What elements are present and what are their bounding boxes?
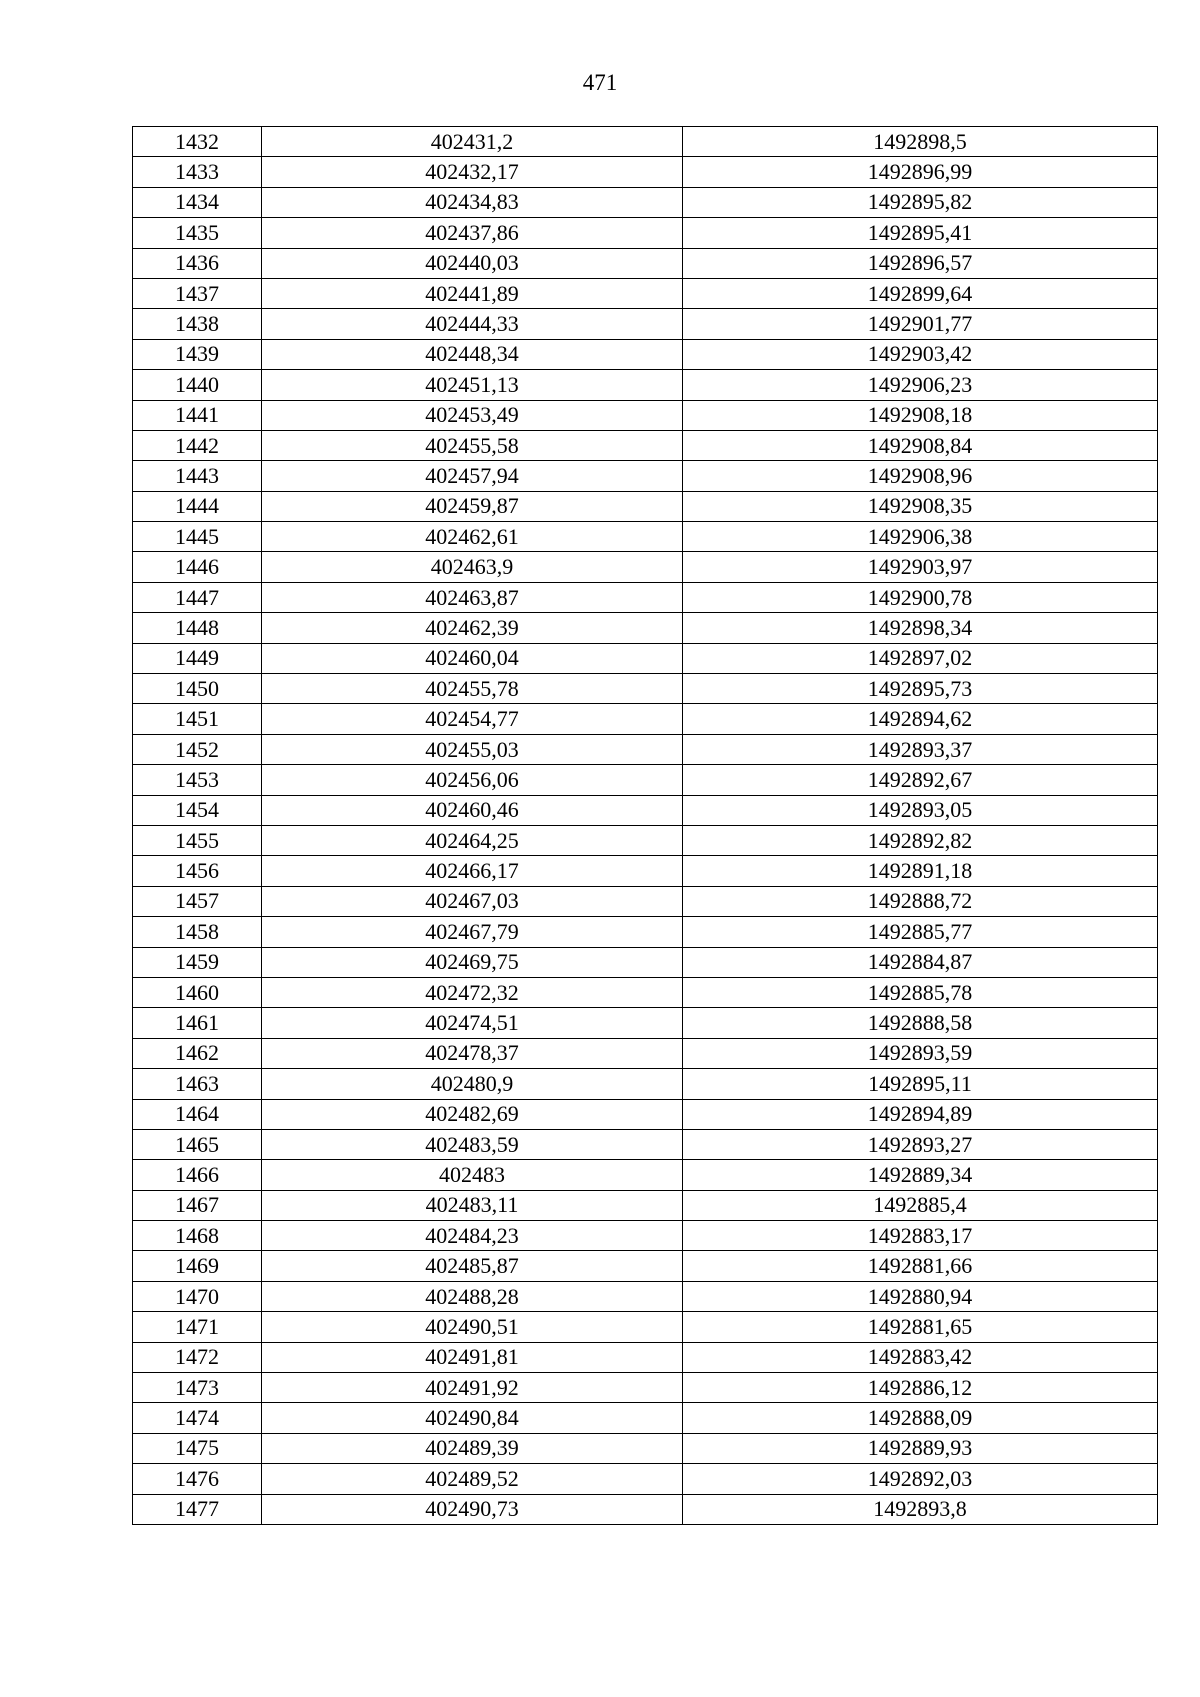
table-row [133,339,1158,369]
y-coordinate-cell: 1492888,72 [683,886,1158,916]
table-row [133,1403,1158,1433]
y-coordinate-cell: 1492897,02 [683,643,1158,673]
y-coordinate-cell: 1492885,78 [683,977,1158,1007]
y-coordinate-cell: 1492908,35 [683,491,1158,521]
x-coordinate-cell: 402467,79 [262,917,683,947]
point-number-cell: 1473 [133,1373,262,1403]
table-row [133,491,1158,521]
point-number-cell: 1437 [133,278,262,308]
point-number-cell: 1455 [133,825,262,855]
point-number-cell: 1445 [133,522,262,552]
table-row [133,157,1158,187]
x-coordinate-cell: 402455,58 [262,430,683,460]
x-coordinate-cell: 402483,11 [262,1190,683,1220]
table-row [133,1099,1158,1129]
point-number-cell: 1474 [133,1403,262,1433]
table-row [133,309,1158,339]
y-coordinate-cell: 1492892,82 [683,825,1158,855]
x-coordinate-cell: 402464,25 [262,825,683,855]
y-coordinate-cell: 1492885,4 [683,1190,1158,1220]
x-coordinate-cell: 402453,49 [262,400,683,430]
y-coordinate-cell: 1492906,38 [683,522,1158,552]
table-row [133,461,1158,491]
table-row [133,674,1158,704]
y-coordinate-cell: 1492895,82 [683,187,1158,217]
y-coordinate-cell: 1492894,62 [683,704,1158,734]
y-coordinate-cell: 1492888,58 [683,1008,1158,1038]
point-number-cell: 1461 [133,1008,262,1038]
x-coordinate-cell: 402463,87 [262,582,683,612]
point-number-cell: 1467 [133,1190,262,1220]
y-coordinate-cell: 1492898,34 [683,613,1158,643]
table-row [133,613,1158,643]
point-number-cell: 1435 [133,218,262,248]
y-coordinate-cell: 1492908,96 [683,461,1158,491]
y-coordinate-cell: 1492883,17 [683,1221,1158,1251]
table-row [133,187,1158,217]
x-coordinate-cell: 402483 [262,1160,683,1190]
table-row [133,825,1158,855]
x-coordinate-cell: 402482,69 [262,1099,683,1129]
y-coordinate-cell: 1492895,41 [683,218,1158,248]
table-row [133,917,1158,947]
y-coordinate-cell: 1492886,12 [683,1373,1158,1403]
point-number-cell: 1457 [133,886,262,916]
table-row [133,127,1158,157]
x-coordinate-cell: 402480,9 [262,1069,683,1099]
x-coordinate-cell: 402462,39 [262,613,683,643]
table-row [133,1069,1158,1099]
y-coordinate-cell: 1492889,34 [683,1160,1158,1190]
x-coordinate-cell: 402455,78 [262,674,683,704]
y-coordinate-cell: 1492893,27 [683,1129,1158,1159]
y-coordinate-cell: 1492896,57 [683,248,1158,278]
point-number-cell: 1462 [133,1038,262,1068]
y-coordinate-cell: 1492893,37 [683,734,1158,764]
table-row [133,582,1158,612]
y-coordinate-cell: 1492903,97 [683,552,1158,582]
table-row [133,977,1158,1007]
x-coordinate-cell: 402440,03 [262,248,683,278]
point-number-cell: 1460 [133,977,262,1007]
x-coordinate-cell: 402448,34 [262,339,683,369]
table-row [133,1494,1158,1524]
y-coordinate-cell: 1492892,67 [683,765,1158,795]
x-coordinate-cell: 402455,03 [262,734,683,764]
x-coordinate-cell: 402490,84 [262,1403,683,1433]
point-number-cell: 1443 [133,461,262,491]
table-row [133,947,1158,977]
point-number-cell: 1439 [133,339,262,369]
coordinates-table-body [133,127,1158,1525]
y-coordinate-cell: 1492893,05 [683,795,1158,825]
y-coordinate-cell: 1492908,84 [683,430,1158,460]
table-row [133,248,1158,278]
x-coordinate-cell: 402466,17 [262,856,683,886]
table-row [133,552,1158,582]
page-number: 471 [582,70,618,95]
x-coordinate-cell: 402454,77 [262,704,683,734]
point-number-cell: 1432 [133,127,262,157]
x-coordinate-cell: 402489,39 [262,1433,683,1463]
x-coordinate-cell: 402469,75 [262,947,683,977]
table-row [133,704,1158,734]
table-row [133,734,1158,764]
point-number-cell: 1465 [133,1129,262,1159]
x-coordinate-cell: 402490,51 [262,1312,683,1342]
point-number-cell: 1470 [133,1281,262,1311]
y-coordinate-cell: 1492901,77 [683,309,1158,339]
x-coordinate-cell: 402474,51 [262,1008,683,1038]
y-coordinate-cell: 1492881,65 [683,1312,1158,1342]
table-row [133,278,1158,308]
point-number-cell: 1441 [133,400,262,430]
point-number-cell: 1433 [133,157,262,187]
x-coordinate-cell: 402491,92 [262,1373,683,1403]
x-coordinate-cell: 402432,17 [262,157,683,187]
x-coordinate-cell: 402441,89 [262,278,683,308]
y-coordinate-cell: 1492898,5 [683,127,1158,157]
x-coordinate-cell: 402485,87 [262,1251,683,1281]
table-row [133,1038,1158,1068]
point-number-cell: 1452 [133,734,262,764]
x-coordinate-cell: 402463,9 [262,552,683,582]
y-coordinate-cell: 1492906,23 [683,370,1158,400]
x-coordinate-cell: 402490,73 [262,1494,683,1524]
point-number-cell: 1447 [133,582,262,612]
table-row [133,1129,1158,1159]
x-coordinate-cell: 402444,33 [262,309,683,339]
point-number-cell: 1459 [133,947,262,977]
point-number-cell: 1444 [133,491,262,521]
table-row [133,1281,1158,1311]
table-row [133,795,1158,825]
table-row [133,1008,1158,1038]
table-row [133,1342,1158,1372]
y-coordinate-cell: 1492893,59 [683,1038,1158,1068]
y-coordinate-cell: 1492908,18 [683,400,1158,430]
x-coordinate-cell: 402483,59 [262,1129,683,1159]
y-coordinate-cell: 1492903,42 [683,339,1158,369]
y-coordinate-cell: 1492893,8 [683,1494,1158,1524]
table-row [133,886,1158,916]
point-number-cell: 1466 [133,1160,262,1190]
y-coordinate-cell: 1492884,87 [683,947,1158,977]
y-coordinate-cell: 1492881,66 [683,1251,1158,1281]
point-number-cell: 1458 [133,917,262,947]
y-coordinate-cell: 1492900,78 [683,582,1158,612]
point-number-cell: 1451 [133,704,262,734]
table-row [133,430,1158,460]
x-coordinate-cell: 402460,46 [262,795,683,825]
y-coordinate-cell: 1492891,18 [683,856,1158,886]
table-row [133,1433,1158,1463]
y-coordinate-cell: 1492899,64 [683,278,1158,308]
point-number-cell: 1456 [133,856,262,886]
y-coordinate-cell: 1492896,99 [683,157,1158,187]
table-row [133,643,1158,673]
x-coordinate-cell: 402457,94 [262,461,683,491]
table-row [133,856,1158,886]
point-number-cell: 1469 [133,1251,262,1281]
table-row [133,400,1158,430]
point-number-cell: 1475 [133,1433,262,1463]
x-coordinate-cell: 402491,81 [262,1342,683,1372]
point-number-cell: 1468 [133,1221,262,1251]
x-coordinate-cell: 402484,23 [262,1221,683,1251]
table-row [133,1464,1158,1494]
y-coordinate-cell: 1492895,73 [683,674,1158,704]
point-number-cell: 1440 [133,370,262,400]
point-number-cell: 1477 [133,1494,262,1524]
y-coordinate-cell: 1492894,89 [683,1099,1158,1129]
point-number-cell: 1448 [133,613,262,643]
y-coordinate-cell: 1492892,03 [683,1464,1158,1494]
point-number-cell: 1471 [133,1312,262,1342]
x-coordinate-cell: 402462,61 [262,522,683,552]
point-number-cell: 1436 [133,248,262,278]
x-coordinate-cell: 402437,86 [262,218,683,248]
coordinates-table [132,126,1158,1525]
x-coordinate-cell: 402460,04 [262,643,683,673]
x-coordinate-cell: 402478,37 [262,1038,683,1068]
table-row [133,1312,1158,1342]
x-coordinate-cell: 402489,52 [262,1464,683,1494]
y-coordinate-cell: 1492895,11 [683,1069,1158,1099]
y-coordinate-cell: 1492885,77 [683,917,1158,947]
table-row [133,218,1158,248]
point-number-cell: 1463 [133,1069,262,1099]
point-number-cell: 1476 [133,1464,262,1494]
point-number-cell: 1434 [133,187,262,217]
table-row [133,765,1158,795]
table-row [133,1221,1158,1251]
table-row [133,370,1158,400]
point-number-cell: 1472 [133,1342,262,1372]
x-coordinate-cell: 402459,87 [262,491,683,521]
x-coordinate-cell: 402451,13 [262,370,683,400]
point-number-cell: 1453 [133,765,262,795]
table-row [133,1373,1158,1403]
point-number-cell: 1442 [133,430,262,460]
point-number-cell: 1464 [133,1099,262,1129]
point-number-cell: 1438 [133,309,262,339]
point-number-cell: 1449 [133,643,262,673]
table-row [133,522,1158,552]
x-coordinate-cell: 402488,28 [262,1281,683,1311]
point-number-cell: 1446 [133,552,262,582]
y-coordinate-cell: 1492889,93 [683,1433,1158,1463]
y-coordinate-cell: 1492880,94 [683,1281,1158,1311]
x-coordinate-cell: 402472,32 [262,977,683,1007]
table-row [133,1190,1158,1220]
y-coordinate-cell: 1492888,09 [683,1403,1158,1433]
x-coordinate-cell: 402456,06 [262,765,683,795]
y-coordinate-cell: 1492883,42 [683,1342,1158,1372]
x-coordinate-cell: 402431,2 [262,127,683,157]
x-coordinate-cell: 402434,83 [262,187,683,217]
point-number-cell: 1454 [133,795,262,825]
x-coordinate-cell: 402467,03 [262,886,683,916]
table-row [133,1160,1158,1190]
table-row [133,1251,1158,1281]
point-number-cell: 1450 [133,674,262,704]
